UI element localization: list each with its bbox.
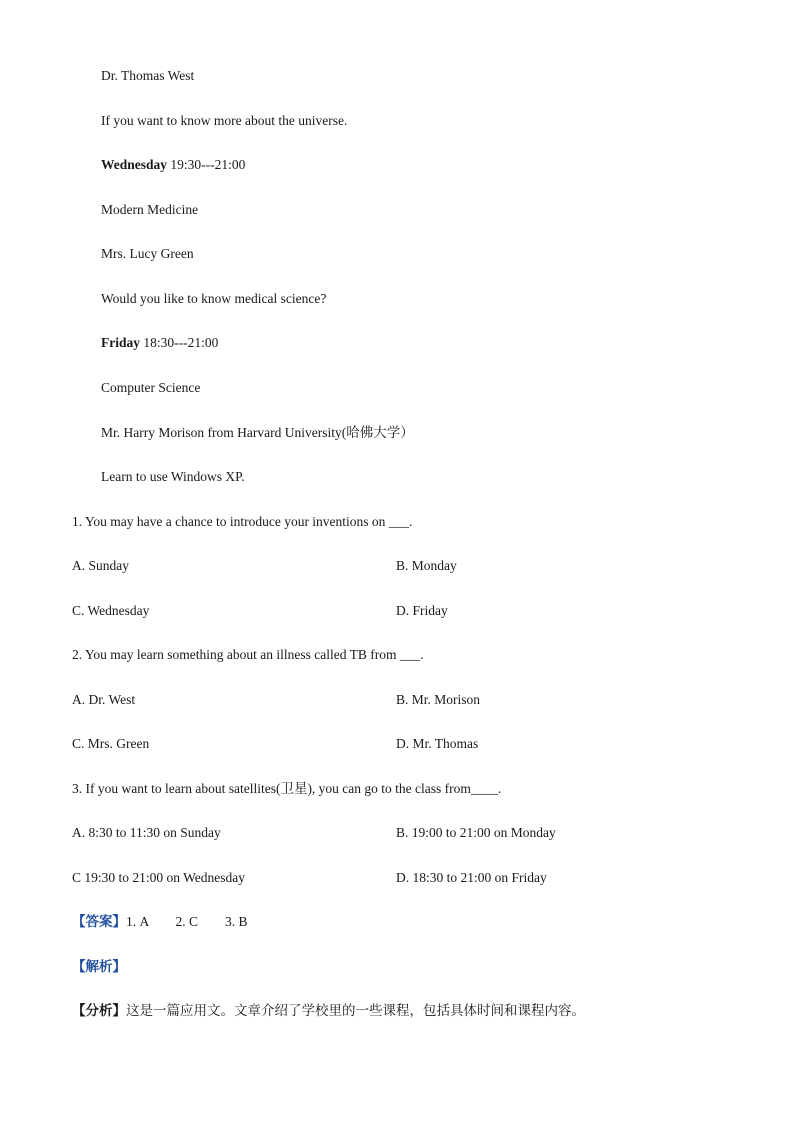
- description-medicine: Would you like to know medical science?: [101, 291, 327, 306]
- question-3-option-c: C 19:30 to 21:00 on Wednesday: [72, 870, 246, 885]
- question-2-option-d: D. Mr. Thomas: [396, 736, 479, 751]
- description-universe: If you want to know more about the universe.: [101, 113, 348, 128]
- lecturer-morison: Mr. Harry Morison from Harvard University(哈佛大学）: [101, 425, 414, 440]
- schedule-wednesday: [101, 156, 245, 174]
- summary-text: 这是一篇应用文。文章介绍了学校里的一些课程，包括具体时间和课程内容。: [126, 1003, 585, 1019]
- question-2-option-a: A. Dr. West: [72, 692, 136, 707]
- summary-line: [72, 1002, 585, 1020]
- question-3-stem: 3. If you want to learn about satellites(卫星), you can go to the class from____.: [72, 781, 502, 796]
- time-friday: 18:30---21:00: [140, 335, 219, 350]
- question-1-option-a: A. Sunday: [72, 558, 129, 573]
- question-1-option-b: B. Monday: [396, 558, 457, 573]
- question-3-option-b: B. 19:00 to 21:00 on Monday: [396, 825, 556, 840]
- question-2-option-b: B. Mr. Morison: [396, 692, 481, 707]
- answer-label: 【答案】: [72, 914, 126, 930]
- schedule-friday: [101, 334, 218, 352]
- course-computer: Computer Science: [101, 380, 201, 395]
- day-wednesday: Wednesday: [101, 157, 168, 172]
- analysis-line: [72, 958, 126, 976]
- summary-label: 【分析】: [72, 1003, 126, 1019]
- analysis-label: 【解析】: [72, 959, 126, 975]
- question-3-option-d: D. 18:30 to 21:00 on Friday: [396, 870, 547, 885]
- lecturer-green: Mrs. Lucy Green: [101, 246, 194, 261]
- question-3-option-a: A. 8:30 to 11:30 on Sunday: [72, 825, 221, 840]
- question-1-stem: 1. You may have a chance to introduce your inventions on ___.: [72, 514, 413, 529]
- question-1-option-d: D. Friday: [396, 603, 448, 618]
- answer-line: [72, 913, 248, 931]
- lecturer-west: Dr. Thomas West: [101, 68, 195, 83]
- course-medicine: Modern Medicine: [101, 202, 199, 217]
- question-2-stem: 2. You may learn something about an illness called TB from ___.: [72, 647, 424, 662]
- description-computer: Learn to use Windows XP.: [101, 469, 245, 484]
- answer-values: 1. A 2. C 3. B: [126, 914, 248, 929]
- question-1-option-c: C. Wednesday: [72, 603, 150, 618]
- question-2-option-c: C. Mrs. Green: [72, 736, 150, 751]
- time-wednesday: 19:30---21:00: [167, 157, 246, 172]
- day-friday: Friday: [101, 335, 140, 350]
